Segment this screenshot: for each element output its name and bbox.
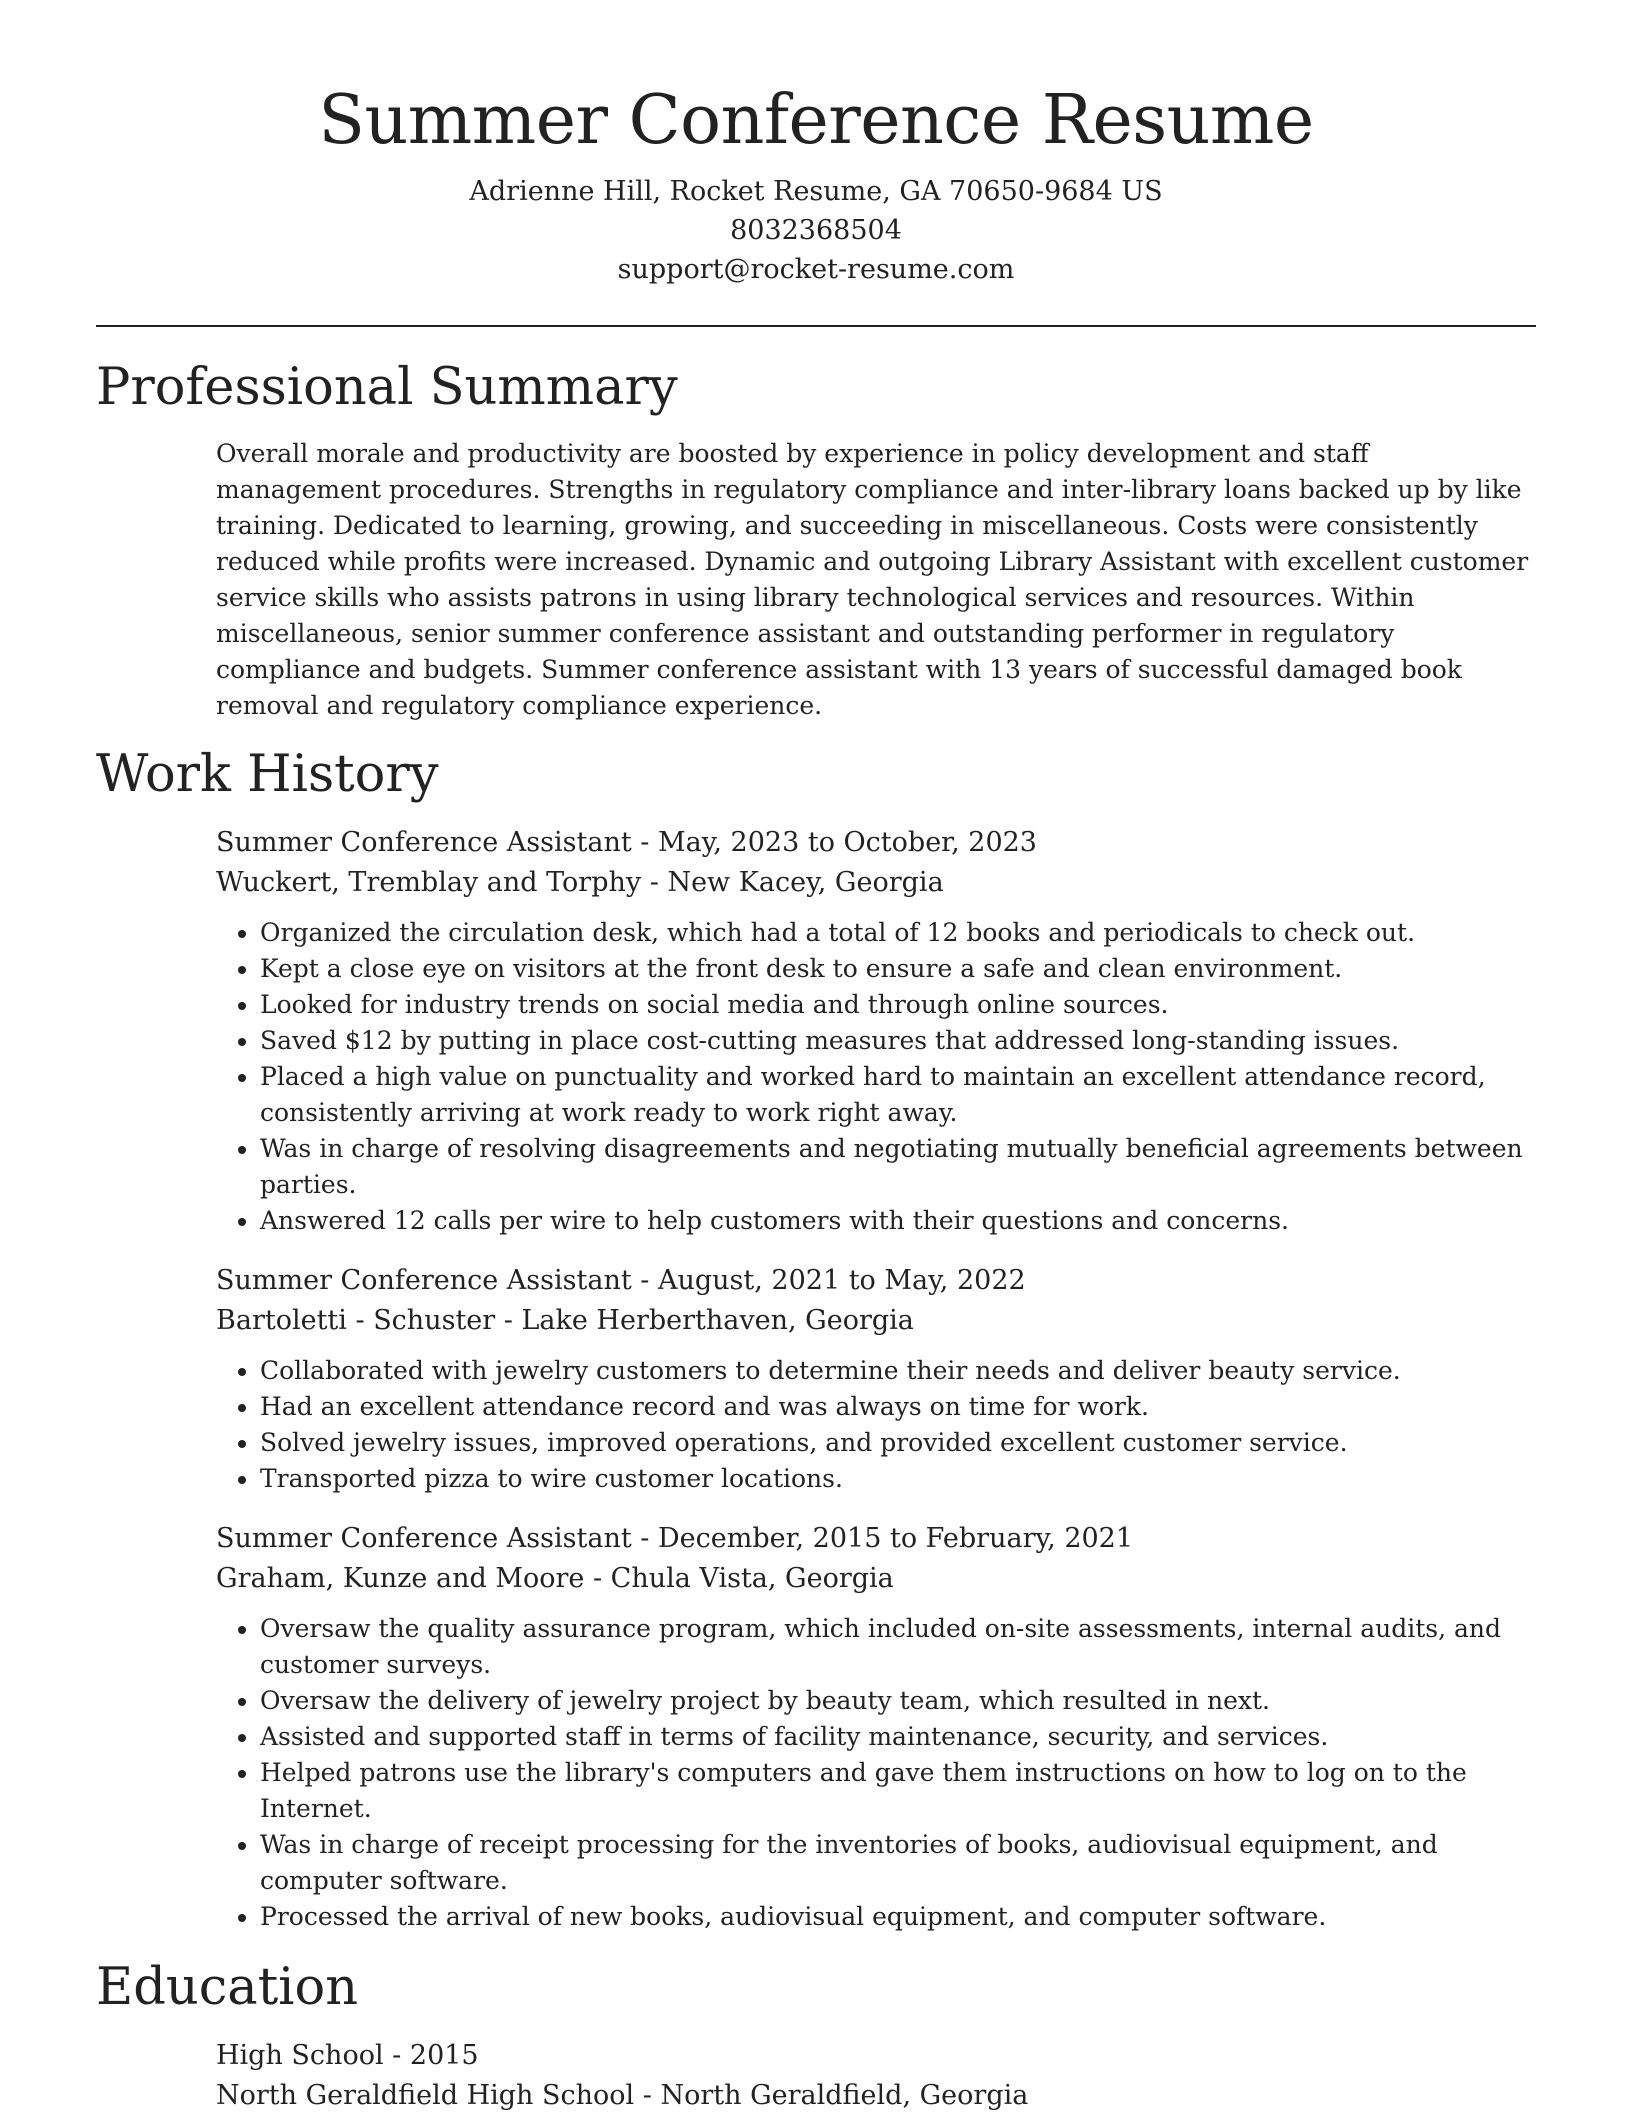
job-duty-item: • Helped patrons use the library's computers and gave them instructions on how to log on to the Internet.: [260, 1755, 1536, 1827]
header-divider: [96, 325, 1536, 327]
job-entry: [216, 1519, 1536, 1935]
job-duty-item: • Had an excellent attendance record and was always on time for work.: [260, 1389, 1536, 1425]
education-degree: High School: [216, 2040, 384, 2072]
job-dates: August, 2021 to May, 2022: [657, 1264, 1026, 1296]
job-duty-item: • Saved $12 by putting in place cost-cutting measures that addressed long-standing issues.: [260, 1023, 1536, 1059]
job-duty-item: • Oversaw the quality assurance program, which included on-site assessments, internal audits, and customer surveys.: [260, 1611, 1536, 1683]
education-year: 2015: [409, 2040, 479, 2072]
summary-text: Overall morale and productivity are boosted by experience in policy development and staff management procedures. Strengths in regulatory compliance and inter-library loans backed up by like training. Dedicated to learning, growing, and succeeding in miscellaneous. Costs were consistently reduced while profits were increased. Dynamic and outgoing Library Assistant with excellent customer service skills who assists patrons in using library technological services and resources. Within miscellaneous, senior summer conference assistant and outstanding performer in regulatory compliance and budgets. Summer conference assistant with 13 years of successful damaged book removal and regulatory compliance experience.: [216, 438, 1529, 720]
contact-address: Adrienne Hill, Rocket Resume, GA 70650-9684 US: [469, 175, 1163, 207]
job-duty-item: • Assisted and supported staff in terms of facility maintenance, security, and services.: [260, 1719, 1536, 1755]
job-company: Wuckert, Tremblay and Torphy: [216, 866, 642, 898]
contact-block: [96, 172, 1536, 289]
job-duty-item: • Kept a close eye on visitors at the front desk to ensure a safe and clean environment.: [260, 951, 1536, 987]
education-heading: Education: [96, 1957, 359, 2017]
job-company-line: [216, 863, 1536, 903]
jobs-list: [216, 823, 1536, 1935]
education-location: North Geraldfield, Georgia: [660, 2080, 1029, 2112]
job-title-line: [216, 1519, 1536, 1559]
job-separator: -: [631, 826, 658, 858]
resume-title: Summer Conference Resume: [318, 81, 1314, 160]
education-school: North Geraldfield High School: [216, 2080, 635, 2112]
job-duty-item: • Solved jewelry issues, improved operations, and provided excellent customer service.: [260, 1425, 1536, 1461]
job-separator: -: [641, 866, 668, 898]
job-duty-item: • Was in charge of receipt processing for the inventories of books, audiovisual equipment, and computer software.: [260, 1827, 1536, 1899]
education-section: [96, 1957, 1536, 2116]
job-title-line: [216, 823, 1536, 863]
job-company-line: [216, 1559, 1536, 1599]
job-company: Graham, Kunze and Moore: [216, 1562, 585, 1594]
education-separator: -: [634, 2080, 661, 2112]
job-location: Chula Vista, Georgia: [610, 1562, 894, 1594]
education-degree-line: [216, 2036, 1536, 2076]
job-duty-item: • Looked for industry trends on social media and through online sources.: [260, 987, 1536, 1023]
job-title: Summer Conference Assistant: [216, 826, 632, 858]
job-location: New Kacey, Georgia: [667, 866, 944, 898]
job-title: Summer Conference Assistant: [216, 1522, 632, 1554]
education-school-line: [216, 2076, 1536, 2116]
job-duty-item: • Answered 12 calls per wire to help customers with their questions and concerns.: [260, 1203, 1536, 1239]
summary-section: [96, 357, 1536, 724]
resume-header: [96, 80, 1536, 289]
education-separator: -: [383, 2040, 410, 2072]
work-history-section: [96, 744, 1536, 1935]
job-company-line: [216, 1301, 1536, 1341]
job-separator: -: [631, 1522, 658, 1554]
job-dates: December, 2015 to February, 2021: [657, 1522, 1134, 1554]
job-duty-item: • Collaborated with jewelry customers to determine their needs and deliver beauty service.: [260, 1353, 1536, 1389]
job-entry: [216, 1261, 1536, 1497]
job-title-line: [216, 1261, 1536, 1301]
job-duty-item: • Oversaw the delivery of jewelry project by beauty team, which resulted in next.: [260, 1683, 1536, 1719]
job-duty-item: • Placed a high value on punctuality and worked hard to maintain an excellent attendance record, consistently arriving at work ready to work right away.: [260, 1059, 1536, 1131]
job-separator: -: [584, 1562, 611, 1594]
job-duty-item: • Processed the arrival of new books, audiovisual equipment, and computer software.: [260, 1899, 1536, 1935]
summary-heading: Professional Summary: [96, 357, 678, 417]
education-entry: [216, 2036, 1536, 2116]
work-history-heading: Work History: [96, 744, 439, 804]
job-duty-item: • Organized the circulation desk, which had a total of 12 books and periodicals to check out.: [260, 915, 1536, 951]
job-entry: [216, 823, 1536, 1239]
job-separator: -: [631, 1264, 658, 1296]
job-duty-item: • Transported pizza to wire customer locations.: [260, 1461, 1536, 1497]
job-location: Lake Herberthaven, Georgia: [521, 1304, 914, 1336]
contact-email: support@rocket-resume.com: [617, 253, 1015, 285]
job-title: Summer Conference Assistant: [216, 1264, 632, 1296]
job-duties-list: [216, 1611, 1536, 1935]
job-dates: May, 2023 to October, 2023: [657, 826, 1037, 858]
job-duty-item: • Was in charge of resolving disagreements and negotiating mutually beneficial agreements between parties.: [260, 1131, 1536, 1203]
job-duties-list: [216, 915, 1536, 1239]
contact-phone: 8032368504: [730, 214, 902, 246]
job-separator: -: [495, 1304, 522, 1336]
job-duties-list: [216, 1353, 1536, 1497]
job-company: Bartoletti - Schuster: [216, 1304, 496, 1336]
